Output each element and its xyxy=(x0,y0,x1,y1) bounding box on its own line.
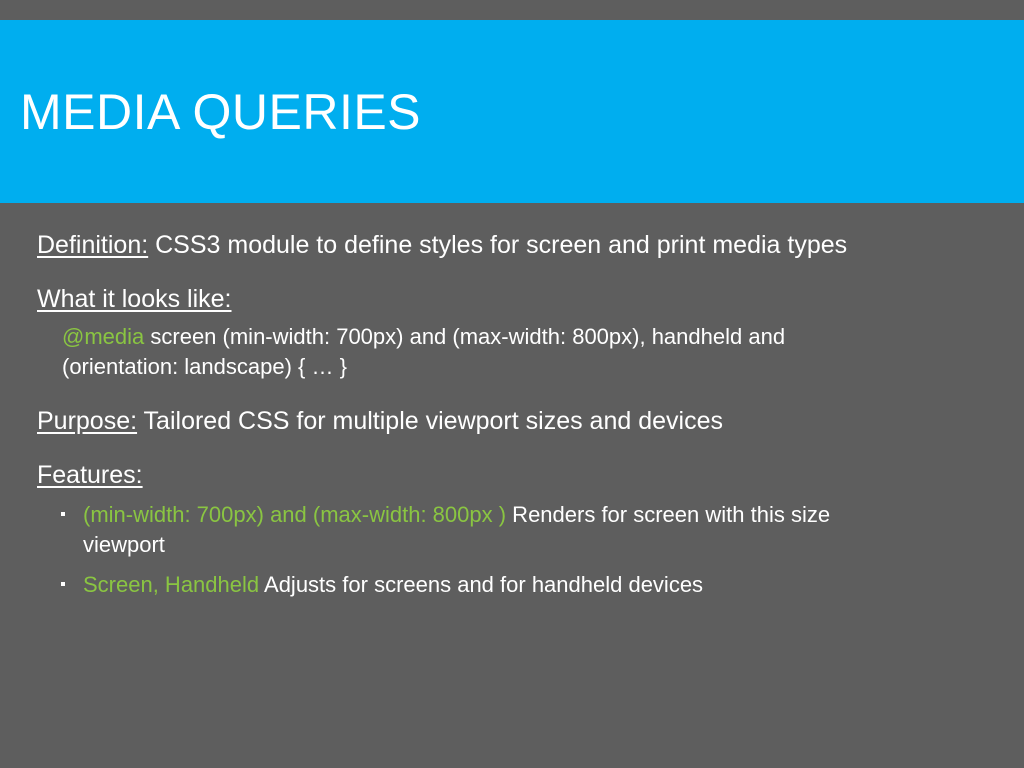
bullet-icon xyxy=(61,582,65,586)
feature-highlight: Screen, Handheld xyxy=(83,572,260,597)
feature-item-line-1 xyxy=(83,500,983,530)
bullet-icon xyxy=(61,512,65,516)
features-label: Features: xyxy=(37,461,143,489)
definition-line xyxy=(37,228,987,262)
slide-title: MEDIA QUERIES xyxy=(20,84,422,140)
definition-text: CSS3 module to define styles for screen and print media types xyxy=(148,231,848,259)
code-example-line-1 xyxy=(62,322,962,352)
feature-text: Renders for screen with this size xyxy=(506,502,831,527)
slide-content xyxy=(37,228,987,600)
looks-like-line xyxy=(37,282,987,316)
code-line-2: (orientation: landscape) { … } xyxy=(62,354,347,379)
feature-item xyxy=(83,570,983,600)
purpose-text: Tailored CSS for multiple viewport sizes and devices xyxy=(137,407,723,435)
feature-text-continued: viewport xyxy=(83,532,165,557)
feature-text: Adjusts for screens and for handheld devices xyxy=(259,572,704,597)
purpose-line xyxy=(37,404,987,438)
code-keyword: @media xyxy=(62,324,145,349)
code-line-1: screen (min-width: 700px) and (max-width: 800px), handheld and xyxy=(144,324,786,349)
looks-like-label: What it looks like: xyxy=(37,285,232,313)
purpose-label: Purpose: xyxy=(37,407,138,435)
code-example xyxy=(62,322,962,382)
feature-highlight: (min-width: 700px) and (max-width: 800px ) xyxy=(83,502,507,527)
features-line xyxy=(37,458,987,492)
feature-item xyxy=(83,500,983,560)
definition-label: Definition: xyxy=(37,231,149,259)
